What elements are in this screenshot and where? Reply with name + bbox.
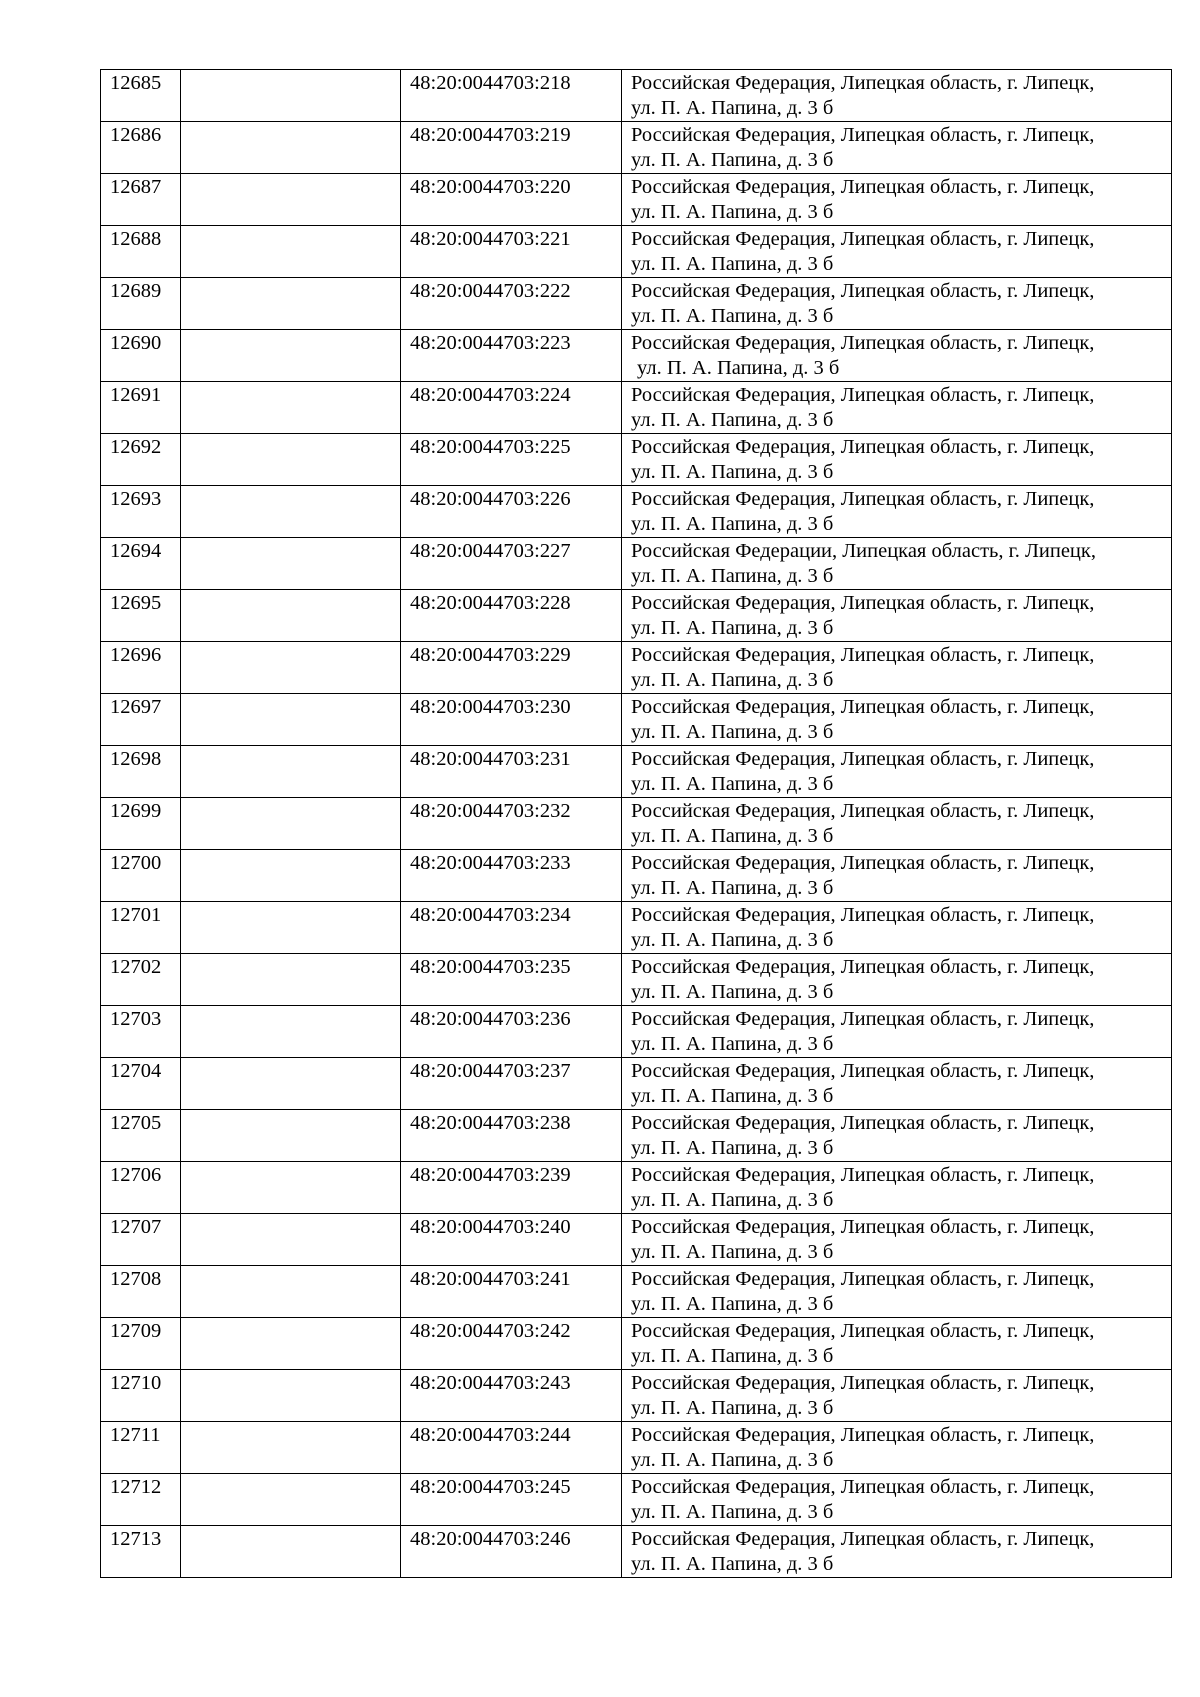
cadastral-number-cell: 48:20:0044703:225 — [401, 434, 622, 486]
address-line-1: Российская Федерация, Липецкая область, г. Липецк, — [631, 1008, 1095, 1030]
table-row — [101, 1006, 1172, 1058]
address-cell — [622, 1110, 1172, 1162]
table-row — [101, 122, 1172, 174]
address-cell — [622, 174, 1172, 226]
empty-cell — [181, 226, 401, 278]
address-cell — [622, 382, 1172, 434]
address-line-1: Российская Федерация, Липецкая область, г. Липецк, — [631, 436, 1095, 458]
address-line-1: Российская Федерация, Липецкая область, г. Липецк, — [631, 1424, 1095, 1446]
address-line-1: Российская Федерация, Липецкая область, г. Липецк, — [631, 1268, 1095, 1290]
row-number-cell: 12687 — [101, 174, 181, 226]
row-number-cell: 12691 — [101, 382, 181, 434]
cadastral-number-cell: 48:20:0044703:218 — [401, 70, 622, 122]
table-row — [101, 1422, 1172, 1474]
address-line-2: ул. П. А. Папина, д. 3 б — [631, 409, 834, 431]
register-table — [100, 69, 1172, 1578]
table-row — [101, 70, 1172, 122]
register-table-body — [101, 70, 1172, 1578]
address-line-1: Российская Федерация, Липецкая область, г. Липецк, — [631, 176, 1095, 198]
empty-cell — [181, 1110, 401, 1162]
address-line-2: ул. П. А. Папина, д. 3 б — [631, 1241, 834, 1263]
row-number-cell: 12698 — [101, 746, 181, 798]
empty-cell — [181, 590, 401, 642]
address-cell — [622, 330, 1172, 382]
row-number-cell: 12713 — [101, 1526, 181, 1578]
table-row — [101, 1318, 1172, 1370]
empty-cell — [181, 1526, 401, 1578]
cadastral-number-cell: 48:20:0044703:237 — [401, 1058, 622, 1110]
address-line-2: ул. П. А. Папина, д. 3 б — [631, 1345, 834, 1367]
cadastral-number-cell: 48:20:0044703:231 — [401, 746, 622, 798]
empty-cell — [181, 278, 401, 330]
cadastral-number-cell: 48:20:0044703:234 — [401, 902, 622, 954]
address-cell — [622, 798, 1172, 850]
table-row — [101, 1162, 1172, 1214]
cadastral-number-cell: 48:20:0044703:222 — [401, 278, 622, 330]
address-line-2: ул. П. А. Папина, д. 3 б — [631, 461, 834, 483]
address-line-1: Российская Федерация, Липецкая область, г. Липецк, — [631, 332, 1095, 354]
address-cell — [622, 1526, 1172, 1578]
row-number-cell: 12686 — [101, 122, 181, 174]
address-cell — [622, 434, 1172, 486]
address-line-2: ул. П. А. Папина, д. 3 б — [631, 721, 834, 743]
row-number-cell: 12704 — [101, 1058, 181, 1110]
cadastral-number-cell: 48:20:0044703:228 — [401, 590, 622, 642]
empty-cell — [181, 954, 401, 1006]
row-number-cell: 12710 — [101, 1370, 181, 1422]
address-line-1: Российская Федерация, Липецкая область, г. Липецк, — [631, 592, 1095, 614]
address-cell — [622, 746, 1172, 798]
row-number-cell: 12688 — [101, 226, 181, 278]
address-cell — [622, 1006, 1172, 1058]
address-line-2: ул. П. А. Папина, д. 3 б — [631, 305, 834, 327]
empty-cell — [181, 330, 401, 382]
row-number-cell: 12711 — [101, 1422, 181, 1474]
cadastral-number-cell: 48:20:0044703:224 — [401, 382, 622, 434]
address-line-1: Российская Федерация, Липецкая область, г. Липецк, — [631, 1060, 1095, 1082]
empty-cell — [181, 1266, 401, 1318]
row-number-cell: 12702 — [101, 954, 181, 1006]
address-line-2: ул. П. А. Папина, д. 3 б — [631, 929, 834, 951]
cadastral-number-cell: 48:20:0044703:242 — [401, 1318, 622, 1370]
empty-cell — [181, 1422, 401, 1474]
address-cell — [622, 642, 1172, 694]
address-line-1: Российская Федерация, Липецкая область, г. Липецк, — [631, 1372, 1095, 1394]
empty-cell — [181, 694, 401, 746]
empty-cell — [181, 70, 401, 122]
address-line-1: Российская Федерация, Липецкая область, г. Липецк, — [631, 384, 1095, 406]
empty-cell — [181, 1058, 401, 1110]
table-row — [101, 538, 1172, 590]
address-cell — [622, 902, 1172, 954]
row-number-cell: 12690 — [101, 330, 181, 382]
empty-cell — [181, 902, 401, 954]
address-cell — [622, 226, 1172, 278]
row-number-cell: 12706 — [101, 1162, 181, 1214]
address-line-1: Российская Федерация, Липецкая область, г. Липецк, — [631, 1164, 1095, 1186]
address-cell — [622, 850, 1172, 902]
empty-cell — [181, 1006, 401, 1058]
address-line-2: ул. П. А. Папина, д. 3 б — [631, 773, 834, 795]
cadastral-number-cell: 48:20:0044703:229 — [401, 642, 622, 694]
empty-cell — [181, 798, 401, 850]
cadastral-number-cell: 48:20:0044703:221 — [401, 226, 622, 278]
cadastral-number-cell: 48:20:0044703:233 — [401, 850, 622, 902]
table-row — [101, 1058, 1172, 1110]
address-line-2: ул. П. А. Папина, д. 3 б — [637, 357, 840, 379]
row-number-cell: 12689 — [101, 278, 181, 330]
address-cell — [622, 278, 1172, 330]
address-line-2: ул. П. А. Папина, д. 3 б — [631, 253, 834, 275]
address-cell — [622, 122, 1172, 174]
row-number-cell: 12700 — [101, 850, 181, 902]
table-row — [101, 642, 1172, 694]
cadastral-number-cell: 48:20:0044703:245 — [401, 1474, 622, 1526]
row-number-cell: 12692 — [101, 434, 181, 486]
address-cell — [622, 694, 1172, 746]
table-row — [101, 278, 1172, 330]
empty-cell — [181, 382, 401, 434]
table-row — [101, 590, 1172, 642]
address-cell — [622, 590, 1172, 642]
address-line-1: Российская Федерация, Липецкая область, г. Липецк, — [631, 1320, 1095, 1342]
empty-cell — [181, 1214, 401, 1266]
address-cell — [622, 1266, 1172, 1318]
address-line-1: Российская Федерация, Липецкая область, г. Липецк, — [631, 1112, 1095, 1134]
address-line-1: Российская Федерация, Липецкая область, г. Липецк, — [631, 696, 1095, 718]
row-number-cell: 12709 — [101, 1318, 181, 1370]
address-line-2: ул. П. А. Папина, д. 3 б — [631, 825, 834, 847]
address-line-2: ул. П. А. Папина, д. 3 б — [631, 1397, 834, 1419]
table-row — [101, 1214, 1172, 1266]
empty-cell — [181, 174, 401, 226]
address-cell — [622, 1474, 1172, 1526]
address-line-2: ул. П. А. Папина, д. 3 б — [631, 877, 834, 899]
cadastral-number-cell: 48:20:0044703:240 — [401, 1214, 622, 1266]
empty-cell — [181, 538, 401, 590]
address-line-1: Российская Федерация, Липецкая область, г. Липецк, — [631, 1528, 1095, 1550]
address-line-2: ул. П. А. Папина, д. 3 б — [631, 1449, 834, 1471]
row-number-cell: 12703 — [101, 1006, 181, 1058]
address-line-1: Российская Федерация, Липецкая область, г. Липецк, — [631, 72, 1095, 94]
empty-cell — [181, 1370, 401, 1422]
address-line-2: ул. П. А. Папина, д. 3 б — [631, 1293, 834, 1315]
cadastral-number-cell: 48:20:0044703:219 — [401, 122, 622, 174]
address-cell — [622, 1214, 1172, 1266]
table-row — [101, 434, 1172, 486]
address-line-1: Российская Федерация, Липецкая область, г. Липецк, — [631, 488, 1095, 510]
address-line-2: ул. П. А. Папина, д. 3 б — [631, 1085, 834, 1107]
address-cell — [622, 1370, 1172, 1422]
cadastral-number-cell: 48:20:0044703:235 — [401, 954, 622, 1006]
address-line-2: ул. П. А. Папина, д. 3 б — [631, 513, 834, 535]
table-row — [101, 798, 1172, 850]
empty-cell — [181, 434, 401, 486]
address-cell — [622, 538, 1172, 590]
address-line-1: Российская Федерация, Липецкая область, г. Липецк, — [631, 1216, 1095, 1238]
cadastral-number-cell: 48:20:0044703:220 — [401, 174, 622, 226]
address-line-1: Российская Федерация, Липецкая область, г. Липецк, — [631, 800, 1095, 822]
cadastral-number-cell: 48:20:0044703:241 — [401, 1266, 622, 1318]
table-row — [101, 486, 1172, 538]
address-cell — [622, 70, 1172, 122]
address-line-2: ул. П. А. Папина, д. 3 б — [631, 1553, 834, 1575]
cadastral-number-cell: 48:20:0044703:226 — [401, 486, 622, 538]
table-row — [101, 1370, 1172, 1422]
empty-cell — [181, 850, 401, 902]
address-line-1: Российская Федерация, Липецкая область, г. Липецк, — [631, 748, 1095, 770]
address-line-2: ул. П. А. Папина, д. 3 б — [631, 201, 834, 223]
table-row — [101, 1474, 1172, 1526]
table-row — [101, 850, 1172, 902]
table-row — [101, 1110, 1172, 1162]
address-line-1: Российская Федерация, Липецкая область, г. Липецк, — [631, 956, 1095, 978]
empty-cell — [181, 1162, 401, 1214]
address-line-1: Российская Федерация, Липецкая область, г. Липецк, — [631, 280, 1095, 302]
cadastral-number-cell: 48:20:0044703:243 — [401, 1370, 622, 1422]
address-line-1: Российская Федерация, Липецкая область, г. Липецк, — [631, 904, 1095, 926]
address-line-1: Российская Федерация, Липецкая область, г. Липецк, — [631, 228, 1095, 250]
address-line-2: ул. П. А. Папина, д. 3 б — [631, 1033, 834, 1055]
address-line-1: Российская Федерация, Липецкая область, г. Липецк, — [631, 644, 1095, 666]
row-number-cell: 12685 — [101, 70, 181, 122]
address-line-2: ул. П. А. Папина, д. 3 б — [631, 1137, 834, 1159]
address-line-2: ул. П. А. Папина, д. 3 б — [631, 617, 834, 639]
address-cell — [622, 954, 1172, 1006]
table-row — [101, 954, 1172, 1006]
cadastral-number-cell: 48:20:0044703:238 — [401, 1110, 622, 1162]
table-row — [101, 902, 1172, 954]
table-row — [101, 1266, 1172, 1318]
empty-cell — [181, 1318, 401, 1370]
cadastral-number-cell: 48:20:0044703:246 — [401, 1526, 622, 1578]
table-row — [101, 1526, 1172, 1578]
empty-cell — [181, 746, 401, 798]
address-line-2: ул. П. А. Папина, д. 3 б — [631, 669, 834, 691]
cadastral-number-cell: 48:20:0044703:239 — [401, 1162, 622, 1214]
empty-cell — [181, 642, 401, 694]
address-cell — [622, 1422, 1172, 1474]
table-row — [101, 694, 1172, 746]
table-row — [101, 746, 1172, 798]
row-number-cell: 12695 — [101, 590, 181, 642]
row-number-cell: 12696 — [101, 642, 181, 694]
cadastral-number-cell: 48:20:0044703:244 — [401, 1422, 622, 1474]
address-line-2: ул. П. А. Папина, д. 3 б — [631, 981, 834, 1003]
address-line-1: Российская Федерация, Липецкая область, г. Липецк, — [631, 852, 1095, 874]
address-cell — [622, 1318, 1172, 1370]
table-row — [101, 174, 1172, 226]
row-number-cell: 12693 — [101, 486, 181, 538]
row-number-cell: 12712 — [101, 1474, 181, 1526]
empty-cell — [181, 1474, 401, 1526]
cadastral-number-cell: 48:20:0044703:232 — [401, 798, 622, 850]
address-line-1: Российская Федерация, Липецкая область, г. Липецк, — [631, 124, 1095, 146]
address-cell — [622, 1162, 1172, 1214]
cadastral-number-cell: 48:20:0044703:236 — [401, 1006, 622, 1058]
address-cell — [622, 486, 1172, 538]
empty-cell — [181, 486, 401, 538]
table-row — [101, 330, 1172, 382]
cadastral-number-cell: 48:20:0044703:227 — [401, 538, 622, 590]
table-row — [101, 226, 1172, 278]
row-number-cell: 12708 — [101, 1266, 181, 1318]
row-number-cell: 12707 — [101, 1214, 181, 1266]
address-line-1: Российская Федерации, Липецкая область, г. Липецк, — [631, 540, 1096, 562]
row-number-cell: 12697 — [101, 694, 181, 746]
cadastral-number-cell: 48:20:0044703:230 — [401, 694, 622, 746]
address-cell — [622, 1058, 1172, 1110]
address-line-2: ул. П. А. Папина, д. 3 б — [631, 1501, 834, 1523]
row-number-cell: 12699 — [101, 798, 181, 850]
row-number-cell: 12701 — [101, 902, 181, 954]
empty-cell — [181, 122, 401, 174]
row-number-cell: 12694 — [101, 538, 181, 590]
address-line-2: ул. П. А. Папина, д. 3 б — [631, 1189, 834, 1211]
address-line-1: Российская Федерация, Липецкая область, г. Липецк, — [631, 1476, 1095, 1498]
address-line-2: ул. П. А. Папина, д. 3 б — [631, 97, 834, 119]
address-line-2: ул. П. А. Папина, д. 3 б — [631, 149, 834, 171]
address-line-2: ул. П. А. Папина, д. 3 б — [631, 565, 834, 587]
cadastral-number-cell: 48:20:0044703:223 — [401, 330, 622, 382]
row-number-cell: 12705 — [101, 1110, 181, 1162]
table-row — [101, 382, 1172, 434]
